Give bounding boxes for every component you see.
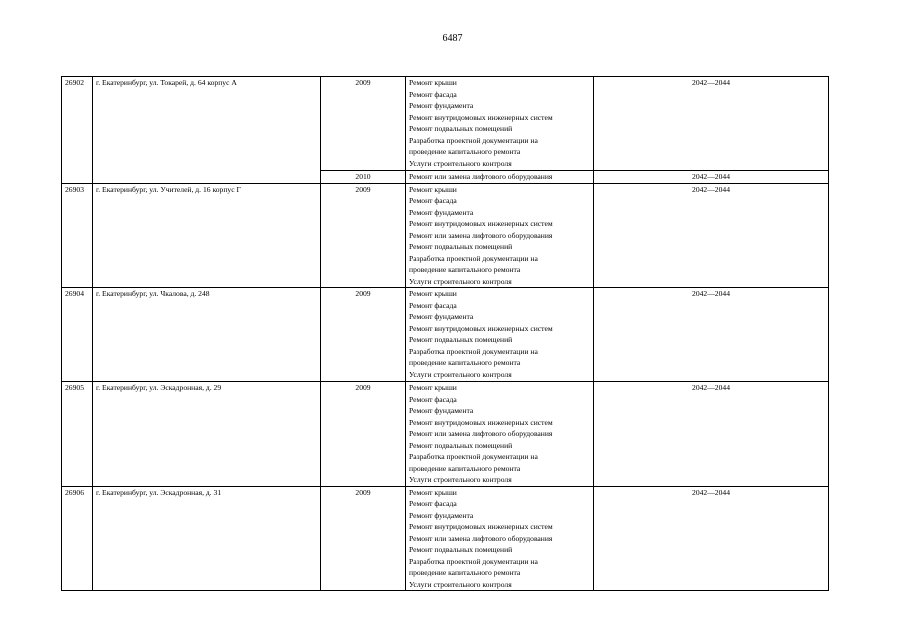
table-row	[62, 77, 829, 171]
work-item: Ремонт фундамента	[409, 312, 474, 321]
page-number: 6487	[442, 33, 463, 44]
survey-year: 2010	[321, 171, 406, 184]
work-item: Разработка проектной документации на	[409, 556, 538, 566]
work-item: Услуги строительного контроля	[409, 276, 512, 286]
works-list	[406, 183, 594, 288]
building-id: 26905	[62, 382, 93, 487]
work-item: Ремонт фундамента	[409, 101, 474, 110]
work-item: Ремонт крыши	[409, 383, 457, 392]
work-item: Ремонт фасада	[409, 196, 457, 205]
work-item: Ремонт подвальных помещений	[409, 335, 513, 344]
building-id: 26904	[62, 288, 93, 382]
work-item: Ремонт внутридомовых инженерных систем	[409, 522, 553, 531]
works-list	[406, 382, 594, 487]
work-item: Ремонт или замена лифтового оборудования	[409, 533, 553, 543]
works-list	[406, 171, 594, 184]
work-item: Ремонт подвальных помещений	[409, 440, 513, 450]
work-item: Разработка проектной документации на	[409, 346, 538, 356]
work-item: проведение капитального ремонта	[409, 265, 521, 274]
work-item: Услуги строительного контроля	[409, 475, 512, 484]
work-item: Ремонт или замена лифтового оборудования	[409, 429, 553, 438]
work-item: Ремонт подвальных помещений	[409, 124, 513, 133]
work-item: Ремонт крыши	[409, 487, 457, 497]
repair-term: 2042—2044	[594, 382, 829, 487]
works-list	[406, 77, 594, 171]
repair-term: 2042—2044	[594, 486, 829, 591]
work-item: Ремонт внутридомовых инженерных систем	[409, 323, 553, 333]
building-address: г. Екатеринбург, ул. Эскадронная, д. 31	[93, 486, 321, 591]
building-id: 26903	[62, 183, 93, 288]
work-item: Ремонт подвальных помещений	[409, 545, 513, 554]
work-item: Разработка проектной документации на	[409, 135, 538, 145]
work-item: Ремонт фундамента	[409, 510, 474, 520]
building-id: 26906	[62, 486, 93, 591]
building-id: 26902	[62, 77, 93, 184]
work-item: Ремонт фасада	[409, 394, 457, 404]
building-address: г. Екатеринбург, ул. Учителей, д. 16 корпус Г	[93, 183, 321, 288]
repair-term: 2042—2044	[594, 183, 829, 288]
work-item: Разработка проектной документации на	[409, 253, 538, 263]
work-item: Услуги строительного контроля	[409, 579, 512, 589]
building-address: г. Екатеринбург, ул. Эскадронная, д. 29	[93, 382, 321, 487]
work-item: Ремонт или замена лифтового оборудования	[409, 230, 553, 240]
work-item: Ремонт крыши	[409, 184, 457, 194]
work-item: Разработка проектной документации на	[409, 452, 538, 461]
work-item: Ремонт внутридомовых инженерных систем	[409, 219, 553, 228]
works-list	[406, 288, 594, 382]
repair-term: 2042—2044	[594, 171, 829, 184]
repair-term: 2042—2044	[594, 288, 829, 382]
table-row	[62, 183, 829, 288]
work-item: Услуги строительного контроля	[409, 158, 512, 168]
survey-year: 2009	[321, 486, 406, 591]
building-address: г. Екатеринбург, ул. Токарей, д. 64 корпус А	[93, 77, 321, 184]
work-item: Ремонт подвальных помещений	[409, 242, 513, 251]
work-item: Ремонт внутридомовых инженерных систем	[409, 112, 553, 122]
work-item: проведение капитального ремонта	[409, 358, 521, 367]
work-item: Ремонт внутридомовых инженерных систем	[409, 417, 553, 427]
survey-year: 2009	[321, 288, 406, 382]
work-item: Ремонт фасада	[409, 499, 457, 508]
survey-year: 2009	[321, 183, 406, 288]
work-item: Ремонт или замена лифтового оборудования	[409, 172, 553, 181]
work-item: проведение капитального ремонта	[409, 147, 521, 156]
work-item: проведение капитального ремонта	[409, 568, 521, 577]
table-body	[62, 77, 829, 591]
work-item: проведение капитального ремонта	[409, 463, 521, 473]
table-row	[62, 382, 829, 487]
work-item: Ремонт фасада	[409, 300, 457, 310]
survey-year: 2009	[321, 77, 406, 171]
table-row	[62, 288, 829, 382]
survey-year: 2009	[321, 382, 406, 487]
work-item: Ремонт фундамента	[409, 207, 474, 217]
work-item: Ремонт крыши	[409, 289, 457, 298]
work-item: Услуги строительного контроля	[409, 369, 512, 379]
table-row	[62, 486, 829, 591]
work-item: Ремонт крыши	[409, 78, 457, 87]
work-item: Ремонт фасада	[409, 89, 457, 99]
repair-schedule-table	[61, 76, 829, 591]
building-address: г. Екатеринбург, ул. Чкалова, д. 248	[93, 288, 321, 382]
repair-term: 2042—2044	[594, 77, 829, 171]
work-item: Ремонт фундамента	[409, 406, 474, 415]
works-list	[406, 486, 594, 591]
